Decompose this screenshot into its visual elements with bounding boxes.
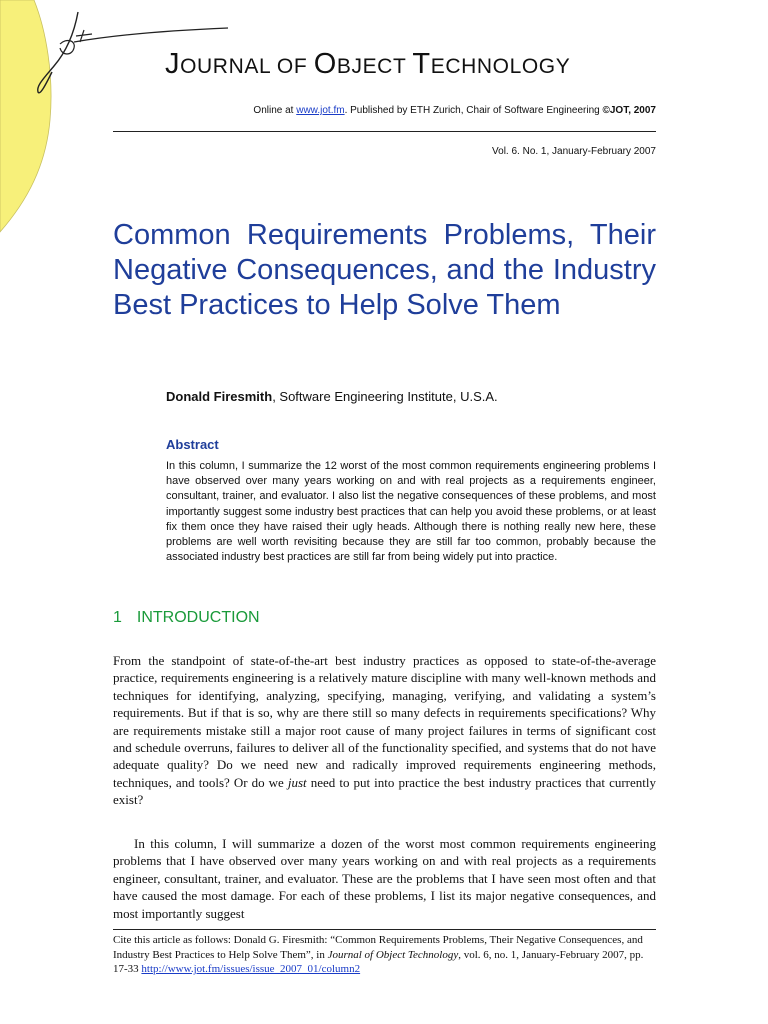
logo-yellow-crescent xyxy=(0,0,51,232)
copyright-notice: ©JOT, 2007 xyxy=(602,105,656,116)
author-affiliation: , Software Engineering Institute, U.S.A. xyxy=(272,389,498,404)
footer-divider xyxy=(113,929,656,930)
intro-paragraph-1: From the standpoint of state-of-the-art best industry practices as opposed to state-of-the-average practice, requirements engineering is a relatively mature discipline with many well-known methods and techniques for identifying, analyzing, specifying, managing, verifying, and validating a system’s requirements. But if that is so, why are there still so many defects in requirements specifications? Why are requirements mistake still a major root cause of many project failures in terms of significant cost and schedule overruns, failures to deliver all of the functionality specified, and systems that do not have adequate quality? Do we need new and radically improved requirements engineering methods, techniques, and tools? Or do we just need to put into practice the best industry practices that currently exist? xyxy=(113,653,656,808)
logo-signature-underline xyxy=(74,28,228,42)
jot-logo xyxy=(0,0,240,240)
journal-title: JOURNAL OF OBJECT TECHNOLOGY xyxy=(165,48,571,80)
jot-logo-graphic xyxy=(0,0,240,240)
section-title: INTRODUCTION xyxy=(136,609,260,626)
abstract-text: In this column, I summarize the 12 worst of the most common requirements engineering problems I have observed over many years working on and with real projects as a requirements engineer, consultant, trainer, and evaluator. I also list the negative consequences of these problems, and most importantly suggest some industry best practices that can help you avoid these problems, or at least fix them once they have raised their ugly heads. Although there is nothing really new here, these problems are well worth revisiting because they are still far too common, probably because the associated industry best practices are still far from being widely put into practice. xyxy=(166,460,656,564)
publication-info: Online at www.jot.fm. Published by ETH Zurich, Chair of Software Engineering ©JOT, 2007 xyxy=(253,105,656,116)
citation-footnote: Cite this article as follows: Donald G. Firesmith: “Common Requirements Problems, Their Negative Consequences, and Industry Best Practices to Help Solve Them”, in Journal of Object Technology, vol. 6, no. 1, January-February 2007, pp. 17-33 http://www.jot.fm/issues/issue_2007_01/column2 xyxy=(113,934,644,976)
citation-link[interactable]: http://www.jot.fm/issues/issue_2007_01/column2 xyxy=(141,963,361,976)
section-heading-introduction xyxy=(113,609,260,627)
journal-website-link[interactable]: www.jot.fm xyxy=(296,105,345,116)
section-number: 1 xyxy=(113,609,122,626)
citation-journal: Journal of Object Technology xyxy=(327,948,459,961)
paper-title: Common Requirements Problems, Their Negative Consequences, and the Industry Best Practices to Help Solve Them xyxy=(113,219,656,321)
intro-paragraph-2: In this column, I will summarize a dozen of the worst most common requirements engineering problems that I have observed over many years working on and with real projects as a requirements engineer, consultant, trainer, and evaluator. These are the problems that I have seen most often and that have caused the most damage. For each of these problems, I list its major negative consequences, and most importantly suggest xyxy=(113,836,656,921)
emphasis-just: just xyxy=(287,774,307,790)
abstract-heading: Abstract xyxy=(166,437,219,452)
author-name: Donald Firesmith xyxy=(166,389,273,404)
volume-info: Vol. 6. No. 1, January-February 2007 xyxy=(492,146,656,157)
author-line xyxy=(166,389,498,404)
header-divider xyxy=(113,131,656,132)
